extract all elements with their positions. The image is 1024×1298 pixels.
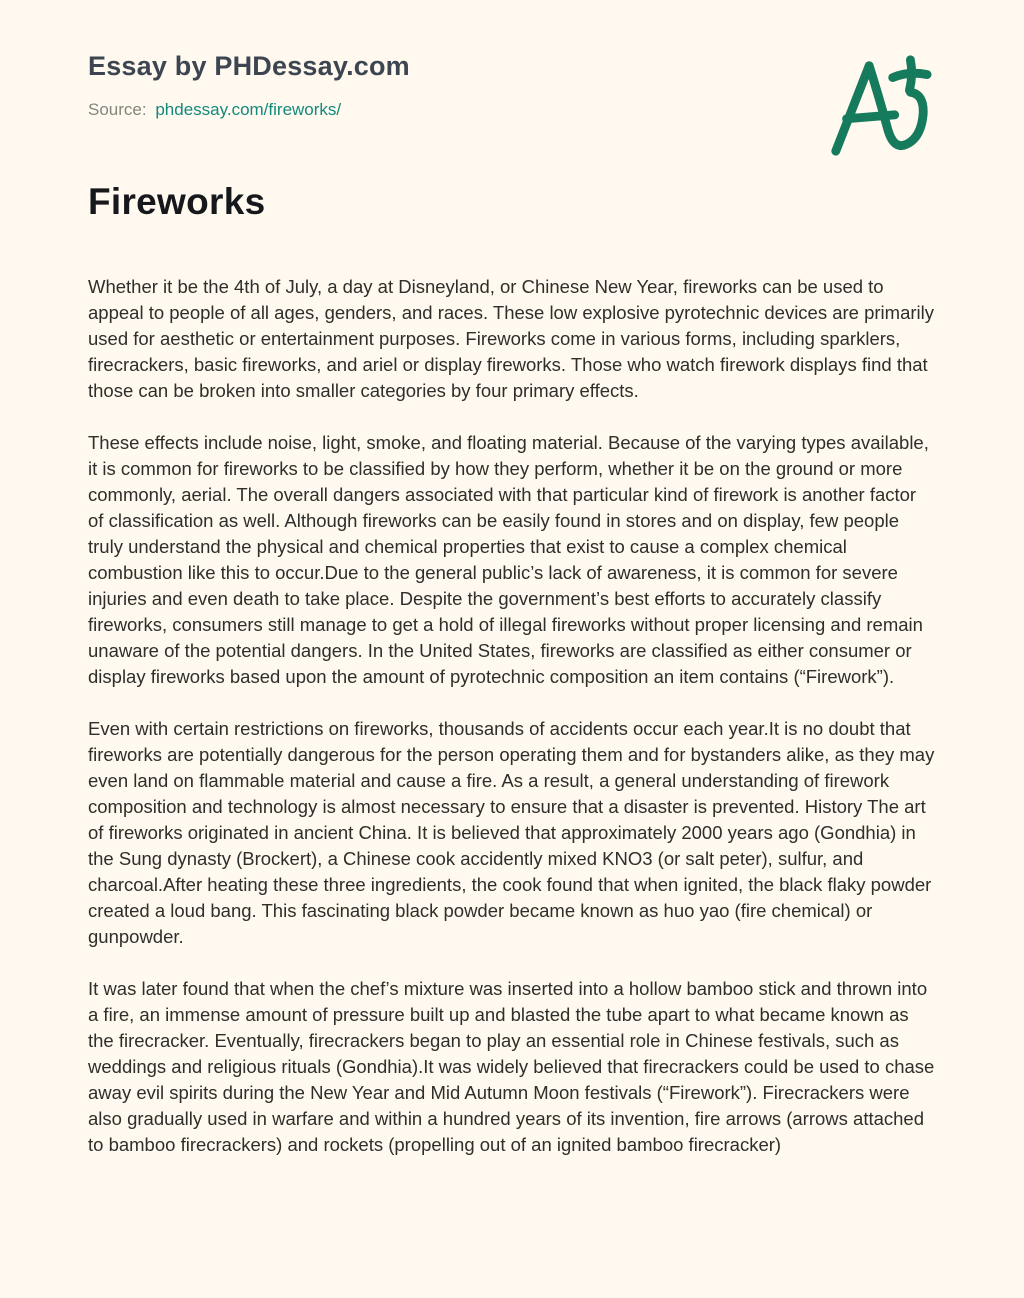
page-title: Fireworks — [88, 181, 266, 222]
paragraph: Whether it be the 4th of July, a day at Disneyland, or Chinese New Year, fireworks can be used to appeal to people of all ages, genders, and races. These low explosive pyrotechnic devices are primarily used for aesthetic or entertainment purposes. Fireworks come in various forms, including sparklers, firecrackers, basic fireworks, and ariel or display fireworks. Those who watch firework displays find that those can be broken into smaller categories by four primary effects. — [88, 276, 934, 401]
paragraph: These effects include noise, light, smoke, and floating material. Because of the varying types available, it is common for fireworks to be classified by how they perform, whether it be on the ground or more commonly, aerial. The overall dangers associated with that particular kind of firework is another factor of classification as well. Although fireworks can be easily found in stores and on display, few people truly understand the physical and chemical properties that exist to cause a complex chemical combustion like this to occur.Due to the general public’s lack of awareness, it is common for severe injuries and even death to take place. Despite the government’s best efforts to accurately classify fireworks, consumers still manage to get a hold of illegal fireworks without proper licensing and remain unaware of the potential dangers. In the United States, fireworks are classified as either consumer or display fireworks based upon the amount of pyrotechnic composition an item contains (“Firework”). — [88, 432, 929, 687]
paragraph: Even with certain restrictions on fireworks, thousands of accidents occur each year.It is no doubt that fireworks are potentially dangerous for the person operating them and for bystanders alike, as they may even land on flammable material and cause a fire. As a result, a general understanding of firework composition and technology is almost necessary to ensure that a disaster is prevented. History The art of fireworks originated in ancient China. It is believed that approximately 2000 years ago (Gondhia) in the Sung dynasty (Brockert), a Chinese cook accidently mixed KNO3 (or salt peter), sulfur, and charcoal.After heating these three ingredients, the cook found that when ignited, the black flaky powder created a loud bang. This fascinating black powder became known as huo yao (fire chemical) or gunpowder. — [88, 718, 935, 947]
a-plus-logo-icon — [824, 52, 932, 160]
page-header — [0, 0, 1024, 122]
source-line — [88, 98, 936, 122]
site-title: Essay by PHDessay.com — [88, 51, 410, 81]
source-label: Source: — [88, 100, 147, 119]
paragraph: It was later found that when the chef’s mixture was inserted into a hollow bamboo stick and thrown into a fire, an immense amount of pressure built up and blasted the tube apart to what became known as the firecracker. Eventually, firecrackers began to play an essential role in Chinese festivals, such as weddings and religious rituals (Gondhia).It was widely believed that firecrackers could be used to chase away evil spirits during the New Year and Mid Autumn Moon festivals (“Firework”). Firecrackers were also gradually used in warfare and within a hundred years of its invention, fire arrows (arrows attached to bamboo firecrackers) and rockets (propelling out of an ignited bamboo firecracker) — [88, 978, 935, 1155]
article-body — [88, 274, 936, 1184]
source-link[interactable]: phdessay.com/fireworks/ — [155, 100, 342, 119]
